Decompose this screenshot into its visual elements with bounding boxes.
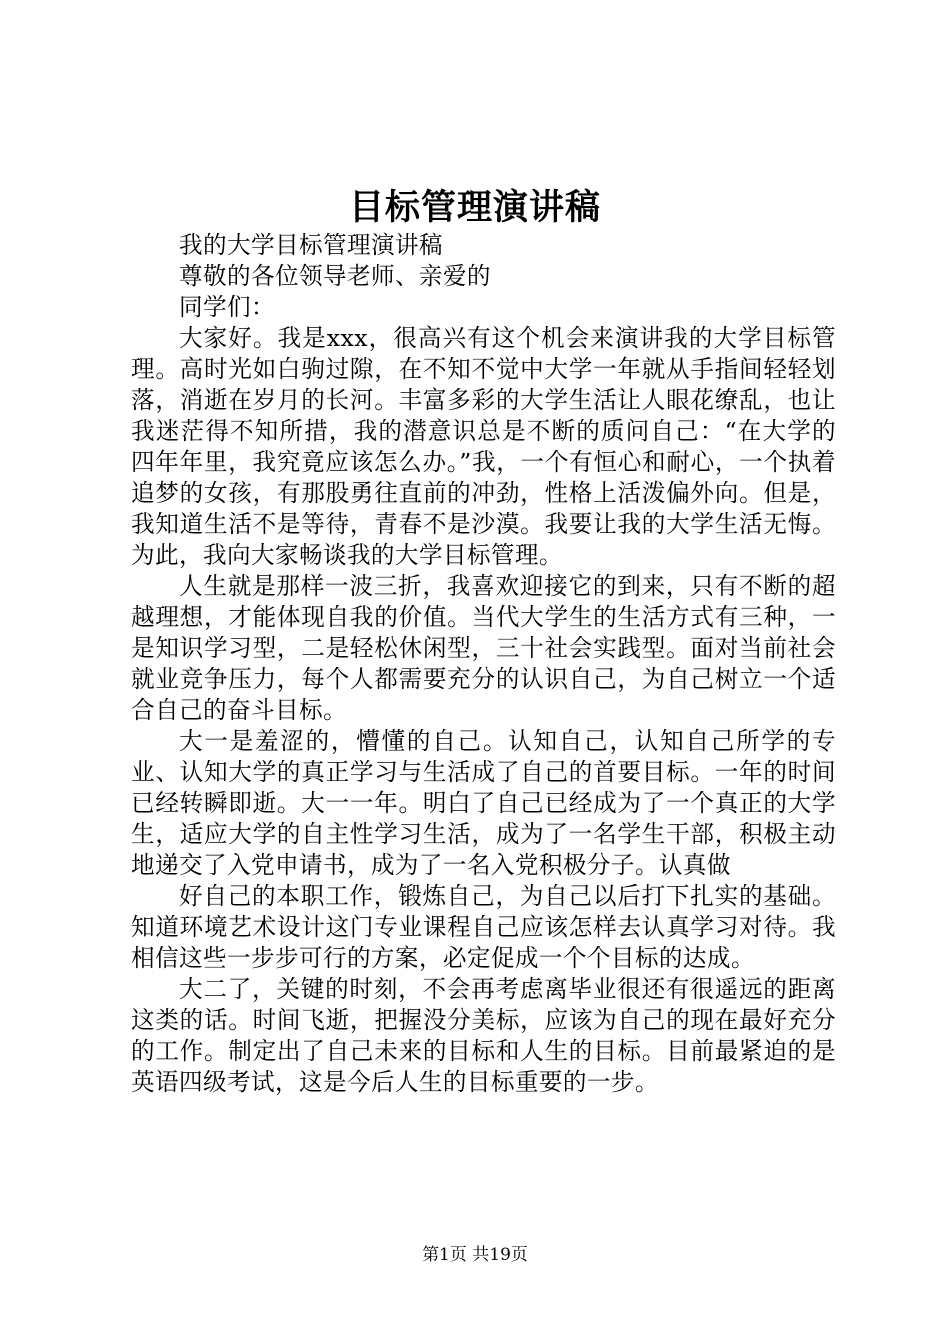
paragraph-body: 好自己的本职工作，锻炼自己，为自己以后打下扎实的基础。知道环境艺术设计这门专业课程自己应该怎样去认真学习对待。我相信这些一步步可行的方案，必定促成一个个目标的达成。 — [131, 882, 836, 972]
paragraph-body: 大家好。我是xxx，很高兴有这个机会来演讲我的大学目标管理。高时光如白驹过隙，在不知不觉中大学一年就从手指间轻轻划落，消逝在岁月的长河。丰富多彩的大学生活让人眼花缭乱，也让我迷茫得不知所措，我的潜意识总是不断的质问自己：“在大学的四年年里，我究竟应该怎么办。”我，一个有恒心和耐心，一个执着追梦的女孩，有那股勇往直前的冲劲，性格上活泼偏外向。但是，我知道生活不是等待，青春不是沙漠。我要让我的大学生活无悔。为此，我向大家畅谈我的大学目标管理。 — [131, 324, 836, 569]
paragraph-body: 大二了，关键的时刻，不会再考虑离毕业很还有很遥远的距离这类的话。时间飞逝，把握没分美标，应该为自己的现在最好充分的工作。制定出了自己未来的目标和人生的目标。目前最紧迫的是英语四级考试，这是今后人生的目标重要的一步。 — [131, 975, 836, 1096]
paragraph-subtitle: 我的大学目标管理演讲稿 — [179, 231, 443, 259]
paragraph-salutation-1: 尊敬的各位领导老师、亲爱的 — [179, 262, 491, 290]
document-body — [131, 230, 836, 1098]
paragraph-salutation-2: 同学们： — [179, 293, 275, 321]
document-title: 目标管理演讲稿 — [348, 187, 601, 228]
paragraph-body: 大一是羞涩的，懵懂的自己。认知自己，认知自己所学的专业、认知大学的真正学习与生活成了自己的首要目标。一年的时间已经转瞬即逝。大一一年。明白了自己已经成为了一个真正的大学生，适应大学的自主性学习生活，成为了一名学生干部，积极主动地递交了入党申请书，成为了一名入党积极分子。认真做 — [131, 727, 836, 879]
paragraph-body: 人生就是那样一波三折，我喜欢迎接它的到来，只有不断的超越理想，才能体现自我的价值。当代大学生的生活方式有三种，一是知识学习型，二是轻松休闲型，三十社会实践型。面对当前社会就业竞争压力，每个人都需要充分的认识自己，为自己树立一个适合自己的奋斗目标。 — [131, 572, 836, 724]
page-number-footer: 第1页 共19页 — [422, 1245, 528, 1265]
